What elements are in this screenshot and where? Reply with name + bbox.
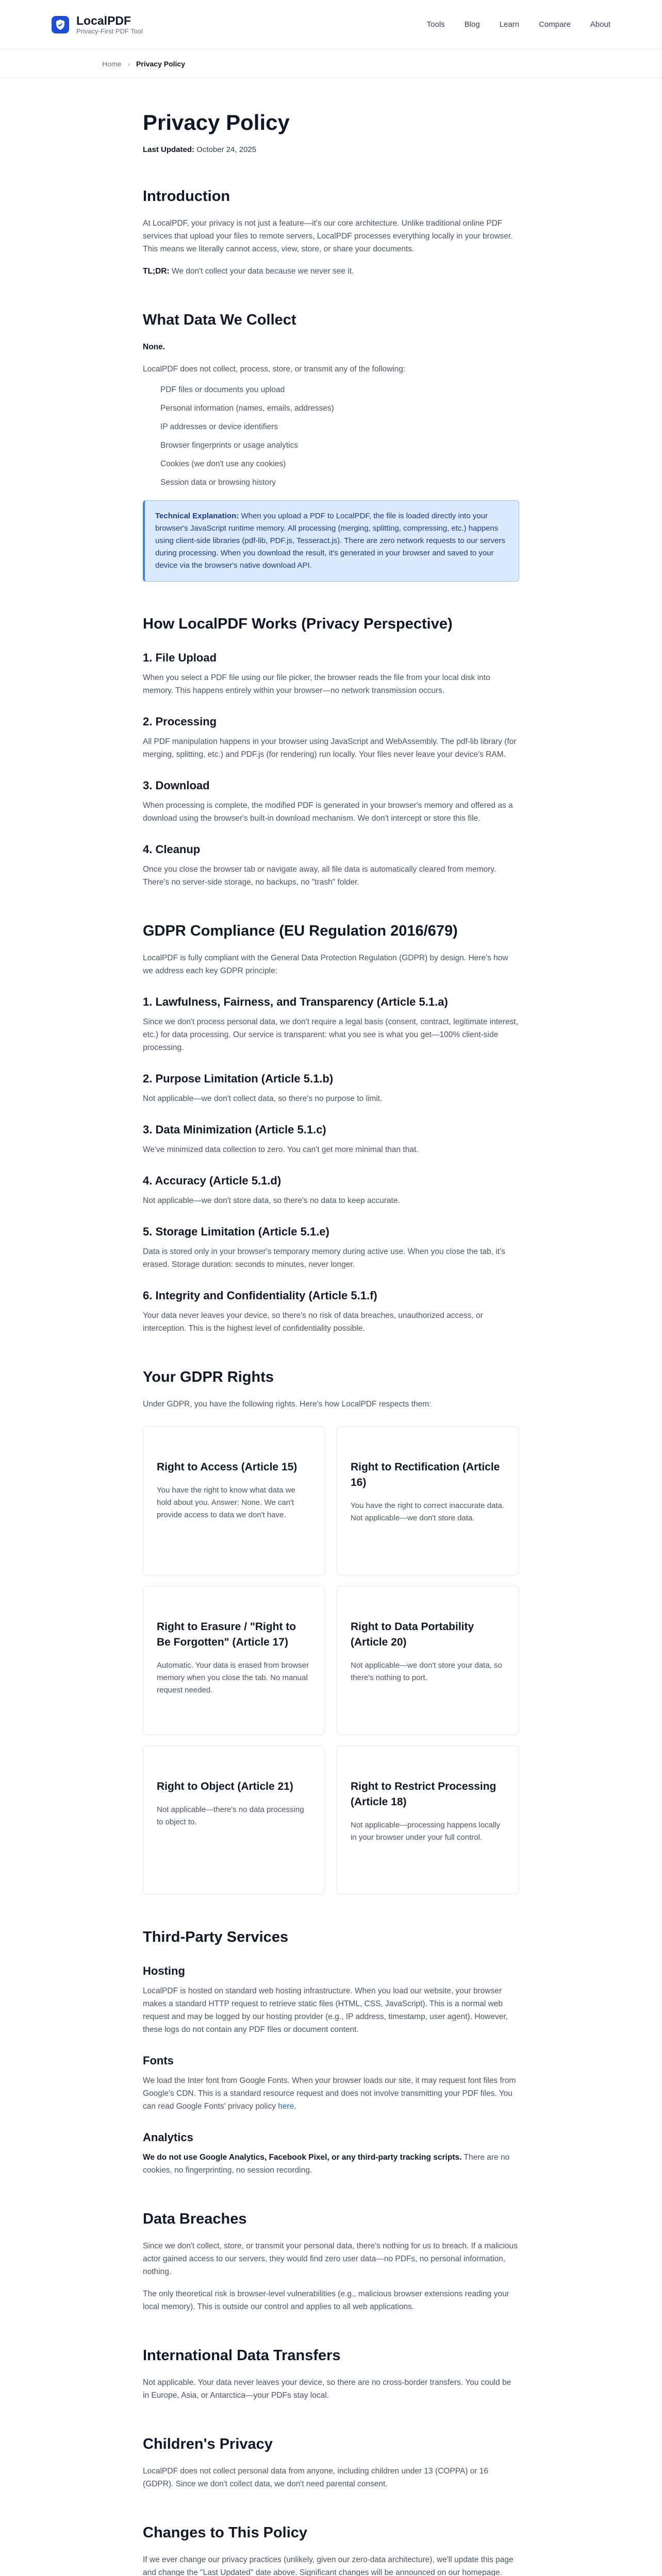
list-item: PDF files or documents you upload	[160, 385, 285, 394]
brand[interactable]	[52, 14, 143, 36]
principle-text: Since we don't process personal data, we don't require a legal basis (consent, contract, legitimate interest, etc.) for data processing. Our service is transparent: what you see is what you get—100% client-side processing.	[143, 1018, 518, 1052]
main-content	[143, 78, 519, 2576]
step-title: 2. Processing	[143, 715, 217, 728]
page-title: Privacy Policy	[143, 110, 290, 134]
analytics-bold: We do not use Google Analytics, Facebook Pixel, or any third-party tracking scripts.	[143, 2153, 462, 2162]
breaches-p2: The only theoretical risk is browser-level vulnerabilities (e.g., malicious browser extensions reading your local memory). This is outside our control and applies to all web applications.	[143, 2290, 509, 2311]
breadcrumb-separator: ›	[127, 59, 130, 68]
breadcrumb	[0, 49, 662, 78]
hosting-title: Hosting	[143, 1964, 185, 1977]
brand-name: LocalPDF	[76, 13, 131, 27]
changes-p1: If we ever change our privacy practices (unlikely, given our zero-data architecture), we'll update this page and change the "Last Updated" date above. Significant changes will be announced on our homepage.	[143, 2555, 514, 2576]
last-updated	[143, 145, 519, 154]
fonts-paragraph: We load the Inter font from Google Fonts. When your browser loads our site, it may request font files from Google's CDN. This is a standard resource request and does not involve transmitting your PDF files. You can read Google Fonts' privacy policy here.	[143, 2076, 516, 2111]
principle-title: 4. Accuracy (Article 5.1.d)	[143, 1174, 282, 1187]
none-label: None.	[143, 343, 166, 351]
fonts-title: Fonts	[143, 2054, 174, 2067]
list-item: Personal information (names, emails, addresses)	[160, 404, 334, 413]
right-card-text: Not applicable—we don't store your data, so there's nothing to port.	[351, 1661, 502, 1682]
rights-grid	[143, 1426, 519, 1895]
right-card-text: You have the right to correct inaccurate data. Not applicable—we don't store data.	[351, 1501, 504, 1522]
step-title: 3. Download	[143, 779, 210, 792]
intro-paragraph: At LocalPDF, your privacy is not just a feature—it's our core architecture. Unlike traditional online PDF services that upload your files to remote servers, LocalPDF processes everything locally in your browser. This means we literally cannot access, view, store, or share your documents.	[143, 219, 513, 253]
collect-list	[160, 385, 519, 488]
nav-learn[interactable]: Learn	[499, 20, 520, 29]
principle-title: 2. Purpose Limitation (Article 5.1.b)	[143, 1072, 334, 1085]
section-heading-introduction: Introduction	[143, 188, 230, 205]
section-heading-how-it-works: How LocalPDF Works (Privacy Perspective)	[143, 616, 453, 632]
section-heading-rights: Your GDPR Rights	[143, 1369, 274, 1385]
analytics-title: Analytics	[143, 2131, 193, 2144]
principle-title: 5. Storage Limitation (Article 5.1.e)	[143, 1225, 329, 1238]
step-text: When processing is complete, the modified PDF is generated in your browser's memory and offered as a download using the browser's built-in download mechanism. We don't intercept or store this file.	[143, 801, 513, 823]
list-item: Browser fingerprints or usage analytics	[160, 441, 299, 450]
right-card	[143, 1586, 325, 1735]
right-card-title: Right to Access (Article 15)	[157, 1461, 297, 1473]
right-card-text: Not applicable—processing happens locally in your browser under your full control.	[351, 1821, 501, 1842]
children-p1: LocalPDF does not collect personal data from anyone, including children under 13 (COPPA) or 16 (GDPR). Since we don't collect data, we don't need parental consent.	[143, 2467, 489, 2488]
right-card	[337, 1426, 519, 1575]
tldr	[143, 265, 519, 278]
nav-about[interactable]: About	[590, 20, 610, 29]
step-text: Once you close the browser tab or navigate away, all file data is automatically cleared from memory. There's no server-side storage, no backups, no "trash" folder.	[143, 865, 496, 887]
step-text: All PDF manipulation happens in your browser using JavaScript and WebAssembly. The pdf-lib library (for merging, splitting, etc.) and PDF.js (for rendering) run locally. Your files never leave your device's RAM.	[143, 737, 517, 759]
technical-callout	[143, 500, 519, 582]
section-heading-children: Children's Privacy	[143, 2436, 273, 2452]
principle-title: 6. Integrity and Confidentiality (Article 5.1.f)	[143, 1289, 377, 1302]
right-card	[337, 1586, 519, 1735]
right-card	[143, 1426, 325, 1575]
right-card-text: Not applicable—there's no data processing to object to.	[157, 1805, 304, 1826]
tldr-label: TL;DR:	[143, 267, 170, 276]
shield-logo-icon	[52, 16, 69, 33]
principle-text: Not applicable—we don't store data, so there's no data to keep accurate.	[143, 1196, 400, 1205]
section-heading-breaches: Data Breaches	[143, 2211, 247, 2227]
site-header	[0, 0, 662, 49]
list-item: IP addresses or device identifiers	[160, 422, 278, 431]
section-heading-gdpr: GDPR Compliance (EU Regulation 2016/679)	[143, 923, 458, 939]
nav-tools[interactable]: Tools	[426, 20, 445, 29]
breadcrumb-current: Privacy Policy	[136, 59, 185, 68]
principle-text: Your data never leaves your device, so there's no risk of data breaches, unauthorized access, or interception. This is the highest level of confidentiality possible.	[143, 1311, 483, 1333]
section-heading-changes: Changes to This Policy	[143, 2524, 308, 2541]
principle-text: Not applicable—we don't collect data, so there's no purpose to limit.	[143, 1094, 383, 1103]
section-heading-data-collect: What Data We Collect	[143, 312, 296, 328]
right-card	[143, 1745, 325, 1895]
analytics-text: There are no cookies, no fingerprinting, no session recording.	[143, 2153, 510, 2175]
last-updated-date: October 24, 2025	[196, 145, 257, 154]
breadcrumb-home[interactable]: Home	[102, 59, 122, 68]
collect-paragraph: LocalPDF does not collect, process, store, or transmit any of the following:	[143, 365, 406, 374]
rights-intro: Under GDPR, you have the following rights. Here's how LocalPDF respects them:	[143, 1400, 432, 1409]
section-heading-transfers: International Data Transfers	[143, 2347, 341, 2364]
callout-label: Technical Explanation:	[155, 512, 239, 520]
right-card	[337, 1745, 519, 1895]
right-card-title: Right to Erasure / "Right to Be Forgotten" (Article 17)	[157, 1621, 296, 1648]
nav-blog[interactable]: Blog	[464, 20, 480, 29]
transfers-p1: Not applicable. Your data never leaves your device, so there are no cross-border transfers. You could be in Europe, Asia, or Antarctica—your PDFs stay local.	[143, 2378, 511, 2400]
principle-text: Data is stored only in your browser's temporary memory during active use. When you close the tab, it's erased. Storage duration: seconds to minutes, never longer.	[143, 1247, 505, 1269]
main-nav	[427, 20, 610, 29]
step-text: When you select a PDF file using our file picker, the browser reads the file from your local disk into memory. This happens entirely within your browser—no network transmission occurs.	[143, 673, 490, 695]
principle-title: 1. Lawfulness, Fairness, and Transparency (Article 5.1.a)	[143, 995, 448, 1008]
right-card-title: Right to Object (Article 21)	[157, 1781, 293, 1792]
right-card-title: Right to Restrict Processing (Article 18)	[351, 1781, 496, 1808]
nav-compare[interactable]: Compare	[539, 20, 571, 29]
right-card-title: Right to Rectification (Article 16)	[351, 1461, 500, 1488]
right-card-title: Right to Data Portability (Article 20)	[351, 1621, 474, 1648]
list-item: Cookies (we don't use any cookies)	[160, 460, 286, 468]
section-heading-third-party: Third-Party Services	[143, 1929, 289, 1945]
brand-tagline: Privacy-First PDF Tool	[76, 27, 143, 35]
breaches-p1: Since we don't collect, store, or transmit your personal data, there's nothing for us to breach. If a malicious actor gained access to our servers, they would find zero user data—no PDFs, no personal information, nothing.	[143, 2242, 518, 2276]
principle-text: We've minimized data collection to zero. You can't get more minimal than that.	[143, 1145, 419, 1154]
analytics-paragraph	[143, 2151, 519, 2177]
callout-text: When you upload a PDF to LocalPDF, the file is loaded directly into your browser's JavaScript runtime memory. All processing (merging, splitting, compressing, etc.) happens using client-side libraries (pdf-lib, PDF.js, Tesseract.js). There are zero network requests to our servers during processing. When you download the result, it's generated in your browser and saved to your device via the browser's native download API.	[155, 512, 505, 570]
right-card-text: Automatic. Your data is erased from browser memory when you close the tab. No manual request needed.	[157, 1661, 309, 1694]
right-card-text: You have the right to know what data we hold about you. Answer: None. We can't provide access to data we don't have.	[157, 1486, 295, 1519]
last-updated-label: Last Updated:	[143, 145, 195, 154]
step-title: 4. Cleanup	[143, 843, 201, 856]
step-title: 1. File Upload	[143, 651, 217, 664]
principle-title: 3. Data Minimization (Article 5.1.c)	[143, 1123, 326, 1136]
gdpr-intro: LocalPDF is fully compliant with the General Data Protection Regulation (GDPR) by design. Here's how we address each key GDPR principle:	[143, 954, 508, 975]
fonts-text: We load the Inter font from Google Fonts. When your browser loads our site, it may request font files from Google's CDN. This is a standard resource request and does not involve transmitting your PDF files. You can read Google Fonts' privacy policy	[143, 2076, 516, 2111]
tldr-text: We don't collect your data because we never see it.	[171, 267, 354, 276]
hosting-text: LocalPDF is hosted on standard web hosting infrastructure. When you load our website, your browser makes a standard HTTP request to retrieve static files (HTML, CSS, JavaScript). This is a normal web request and may be logged by our hosting provider (e.g., IP address, timestamp, user agent). However, these logs do not contain any PDF files or document content.	[143, 1987, 508, 2034]
list-item: Session data or browsing history	[160, 478, 276, 487]
google-fonts-privacy-link[interactable]: here	[278, 2102, 294, 2111]
